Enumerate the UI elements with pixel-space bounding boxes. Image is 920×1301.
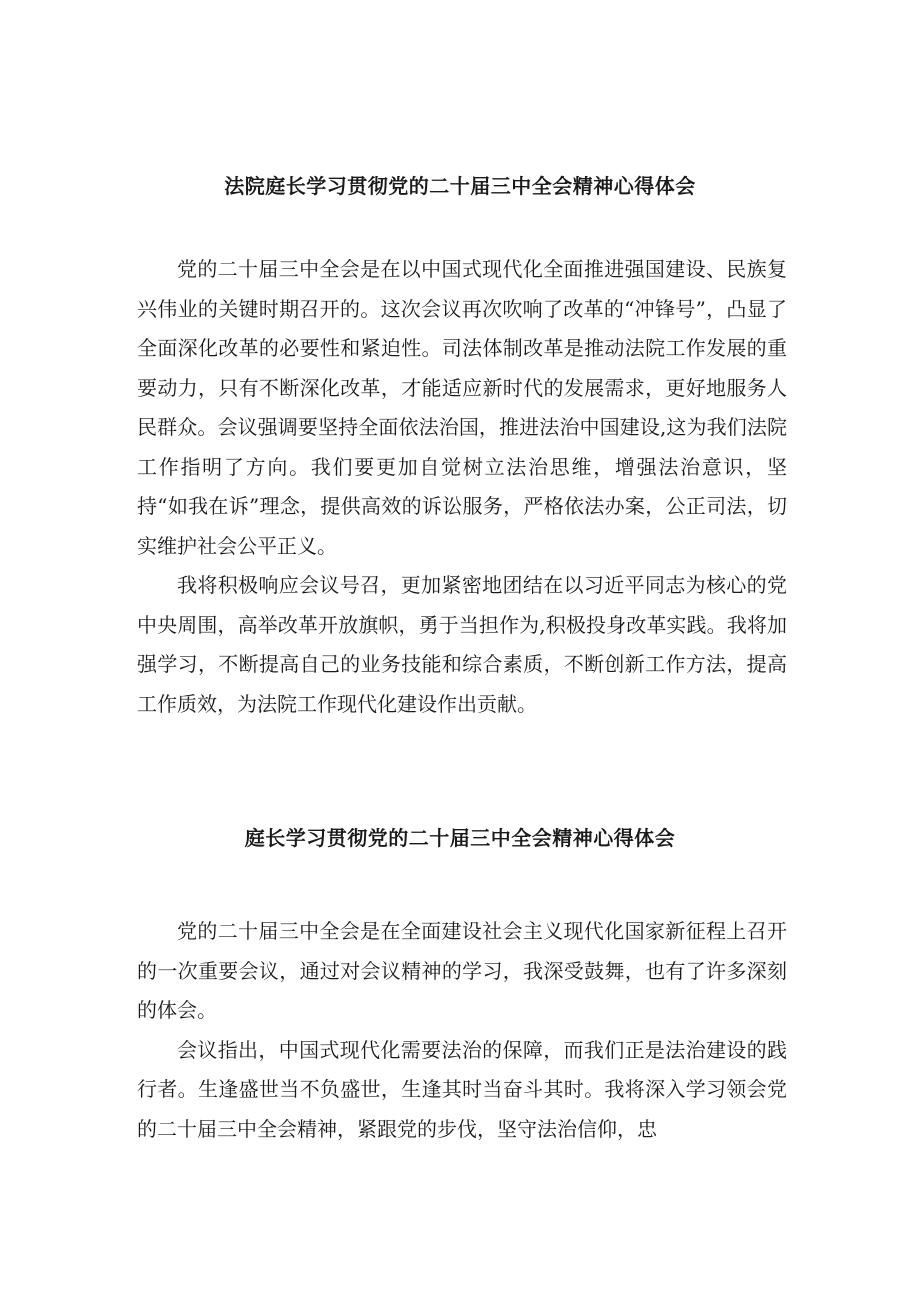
paragraph: 党的二十届三中全会是在以中国式现代化全面推进强国建设、民族复兴伟业的关键时期召开的。这次会议再次吹响了改革的“冲锋号”，凸显了全面深化改革的必要性和紧迫性。司法体制改革是推动法院工作发展的重要动力，只有不断深化改革，才能适应新时代的发展需求，更好地服务人民群众。会议强调要坚持全面依法治国，推进法治中国建设,这为我们法院工作指明了方向。我们要更加自觉树立法治思维，增强法治意识，坚持“如我在诉”理念，提供高效的诉讼服务，严格依法办案，公正司法，切实维护社会公平正义。 <box>137 257 787 558</box>
paragraph: 我将积极响应会议号召，更加紧密地团结在以习近平同志为核心的党中央周围，高举改革开放旗帜，勇于当担作为,积极投身改革实践。我将加强学习，不断提高自己的业务技能和综合素质，不断创新工作方法，提高工作质效，为法院工作现代化建设作出贡献。 <box>137 573 787 716</box>
section-title-2: 庭长学习贯彻党的二十届三中全会精神心得体会 <box>244 826 676 850</box>
paragraph: 党的二十届三中全会是在全面建设社会主义现代化国家新征程上召开的一次重要会议，通过对会议精神的学习，我深受鼓舞，也有了许多深刻的体会。 <box>137 919 787 1022</box>
paragraph: 会议指出，中国式现代化需要法治的保障，而我们正是法治建设的践行者。生逢盛世当不负盛世，生逢其时当奋斗其时。我将深入学习领会党的二十届三中全会精神，紧跟党的步伐，坚守法治信仰，忠 <box>137 1037 787 1141</box>
section-body-1 <box>137 250 787 724</box>
section-title-1: 法院庭长学习贯彻党的二十届三中全会精神心得体会 <box>224 174 696 198</box>
section-body-2 <box>137 912 787 1149</box>
